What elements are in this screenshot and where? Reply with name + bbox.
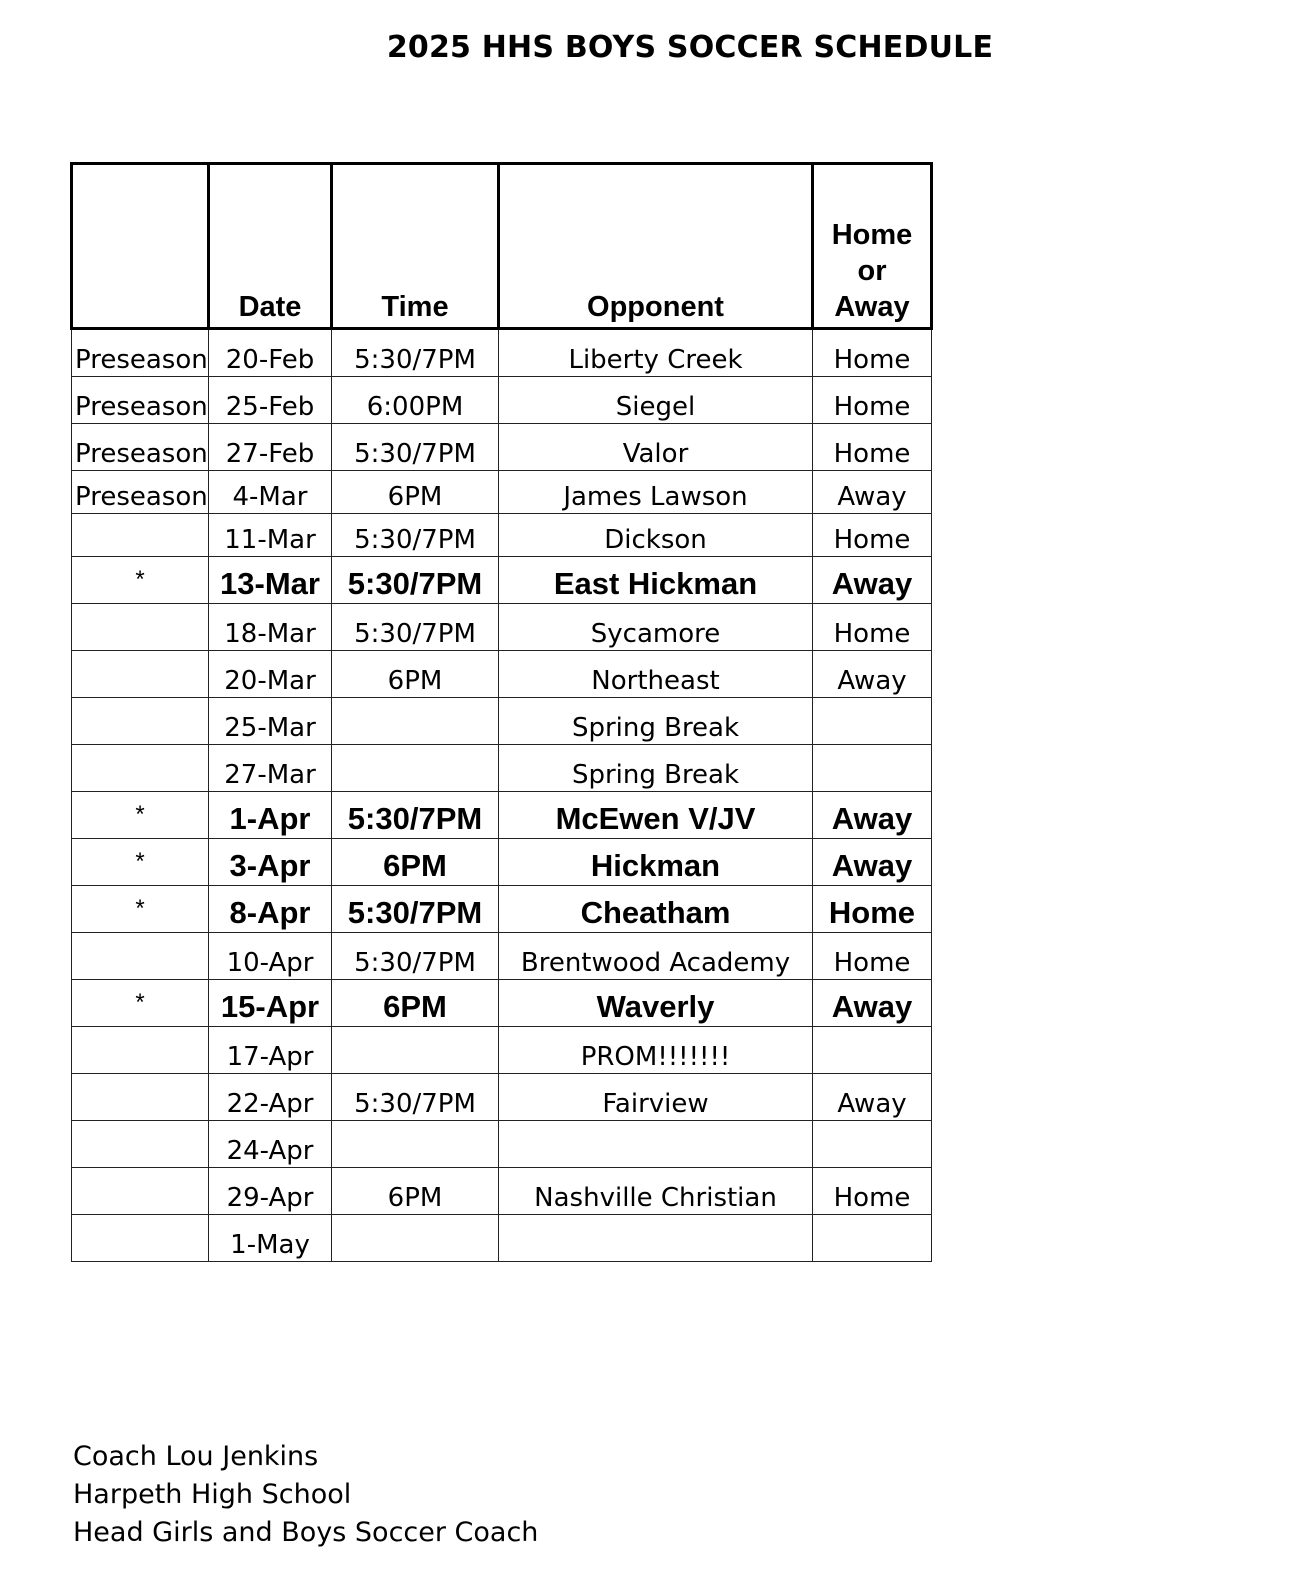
row-label <box>72 514 209 557</box>
coach-role: Head Girls and Boys Soccer Coach <box>73 1517 539 1548</box>
opponent-name: Spring Break <box>499 698 813 745</box>
game-date: 20-Feb <box>209 329 332 377</box>
home-away: Away <box>813 792 932 839</box>
row-label <box>72 1027 209 1074</box>
opponent-name: East Hickman <box>499 557 813 604</box>
table-row <box>72 698 932 745</box>
row-label: * <box>72 557 209 604</box>
coach-name: Coach Lou Jenkins <box>73 1441 319 1472</box>
header-label <box>72 164 209 329</box>
header-home-away-line2: or <box>857 255 887 287</box>
game-date: 15-Apr <box>209 980 332 1027</box>
row-label: Preseason <box>72 424 209 471</box>
game-date: 11-Mar <box>209 514 332 557</box>
table-row <box>72 329 932 377</box>
table-row <box>72 792 932 839</box>
game-date: 18-Mar <box>209 604 332 651</box>
game-time <box>332 698 499 745</box>
opponent-name: Dickson <box>499 514 813 557</box>
row-label: * <box>72 980 209 1027</box>
game-date: 27-Mar <box>209 745 332 792</box>
game-date: 25-Mar <box>209 698 332 745</box>
game-time: 6:00PM <box>332 377 499 424</box>
school-name: Harpeth High School <box>73 1479 352 1510</box>
home-away <box>813 745 932 792</box>
game-date: 8-Apr <box>209 886 332 933</box>
row-label <box>72 1074 209 1121</box>
schedule-body <box>72 329 932 1262</box>
header-date: Date <box>209 164 332 329</box>
game-date: 25-Feb <box>209 377 332 424</box>
game-date: 13-Mar <box>209 557 332 604</box>
home-away: Home <box>813 933 932 980</box>
row-label <box>72 698 209 745</box>
home-away <box>813 1215 932 1262</box>
page-title: 2025 HHS BOYS SOCCER SCHEDULE <box>386 30 994 65</box>
home-away: Home <box>813 329 932 377</box>
table-row <box>72 424 932 471</box>
header-opponent: Opponent <box>499 164 813 329</box>
game-date: 1-Apr <box>209 792 332 839</box>
home-away: Home <box>813 377 932 424</box>
table-row <box>72 514 932 557</box>
game-time: 5:30/7PM <box>332 933 499 980</box>
table-row <box>72 839 932 886</box>
row-label: * <box>72 792 209 839</box>
schedule-table <box>70 162 933 1262</box>
home-away <box>813 698 932 745</box>
header-home-away-line1: Home <box>831 219 913 251</box>
game-date: 10-Apr <box>209 933 332 980</box>
home-away: Home <box>813 886 932 933</box>
game-date: 27-Feb <box>209 424 332 471</box>
game-time: 5:30/7PM <box>332 329 499 377</box>
table-row <box>72 1027 932 1074</box>
game-time: 5:30/7PM <box>332 792 499 839</box>
header-time: Time <box>332 164 499 329</box>
game-time: 6PM <box>332 980 499 1027</box>
opponent-name: Hickman <box>499 839 813 886</box>
table-row <box>72 1215 932 1262</box>
row-label: * <box>72 886 209 933</box>
game-time: 5:30/7PM <box>332 1074 499 1121</box>
table-row <box>72 980 932 1027</box>
row-label <box>72 1168 209 1215</box>
opponent-name: Siegel <box>499 377 813 424</box>
row-label <box>72 1215 209 1262</box>
home-away: Away <box>813 557 932 604</box>
row-label <box>72 745 209 792</box>
game-time: 5:30/7PM <box>332 514 499 557</box>
table-row <box>72 1121 932 1168</box>
opponent-name: Spring Break <box>499 745 813 792</box>
game-date: 29-Apr <box>209 1168 332 1215</box>
table-row <box>72 886 932 933</box>
opponent-name: Liberty Creek <box>499 329 813 377</box>
game-time: 6PM <box>332 1168 499 1215</box>
table-row <box>72 1168 932 1215</box>
game-time <box>332 1027 499 1074</box>
opponent-name: PROM!!!!!!! <box>499 1027 813 1074</box>
row-label <box>72 933 209 980</box>
row-label <box>72 651 209 698</box>
row-label <box>72 604 209 651</box>
home-away <box>813 1121 932 1168</box>
row-label: Preseason <box>72 329 209 377</box>
table-row <box>72 471 932 514</box>
game-date: 24-Apr <box>209 1121 332 1168</box>
opponent-name: Fairview <box>499 1074 813 1121</box>
game-date: 1-May <box>209 1215 332 1262</box>
home-away <box>813 1027 932 1074</box>
table-row <box>72 377 932 424</box>
opponent-name: Northeast <box>499 651 813 698</box>
game-time <box>332 745 499 792</box>
game-time: 5:30/7PM <box>332 604 499 651</box>
game-time: 6PM <box>332 651 499 698</box>
opponent-name: McEwen V/JV <box>499 792 813 839</box>
home-away: Away <box>813 651 932 698</box>
home-away: Away <box>813 1074 932 1121</box>
game-date: 4-Mar <box>209 471 332 514</box>
game-time: 5:30/7PM <box>332 424 499 471</box>
table-row <box>72 557 932 604</box>
home-away: Home <box>813 424 932 471</box>
opponent-name: Valor <box>499 424 813 471</box>
game-time: 5:30/7PM <box>332 557 499 604</box>
game-time <box>332 1215 499 1262</box>
row-label: * <box>72 839 209 886</box>
table-row <box>72 651 932 698</box>
table-row <box>72 745 932 792</box>
game-date: 20-Mar <box>209 651 332 698</box>
opponent-name: Waverly <box>499 980 813 1027</box>
opponent-name: Sycamore <box>499 604 813 651</box>
opponent-name <box>499 1215 813 1262</box>
home-away: Away <box>813 980 932 1027</box>
header-home-away-line3: Away <box>834 291 910 323</box>
table-row <box>72 1074 932 1121</box>
table-row <box>72 933 932 980</box>
row-label: Preseason <box>72 471 209 514</box>
table-row <box>72 604 932 651</box>
home-away: Home <box>813 604 932 651</box>
opponent-name <box>499 1121 813 1168</box>
opponent-name: James Lawson <box>499 471 813 514</box>
header-home-away <box>813 164 932 329</box>
row-label <box>72 1121 209 1168</box>
row-label: Preseason <box>72 377 209 424</box>
game-time: 6PM <box>332 471 499 514</box>
coach-signature-block <box>73 1438 538 1552</box>
home-away: Home <box>813 514 932 557</box>
opponent-name: Brentwood Academy <box>499 933 813 980</box>
home-away: Away <box>813 471 932 514</box>
opponent-name: Nashville Christian <box>499 1168 813 1215</box>
game-date: 22-Apr <box>209 1074 332 1121</box>
game-date: 3-Apr <box>209 839 332 886</box>
game-time: 5:30/7PM <box>332 886 499 933</box>
home-away: Home <box>813 1168 932 1215</box>
opponent-name: Cheatham <box>499 886 813 933</box>
game-time: 6PM <box>332 839 499 886</box>
home-away: Away <box>813 839 932 886</box>
header-row <box>72 164 932 329</box>
game-date: 17-Apr <box>209 1027 332 1074</box>
game-time <box>332 1121 499 1168</box>
